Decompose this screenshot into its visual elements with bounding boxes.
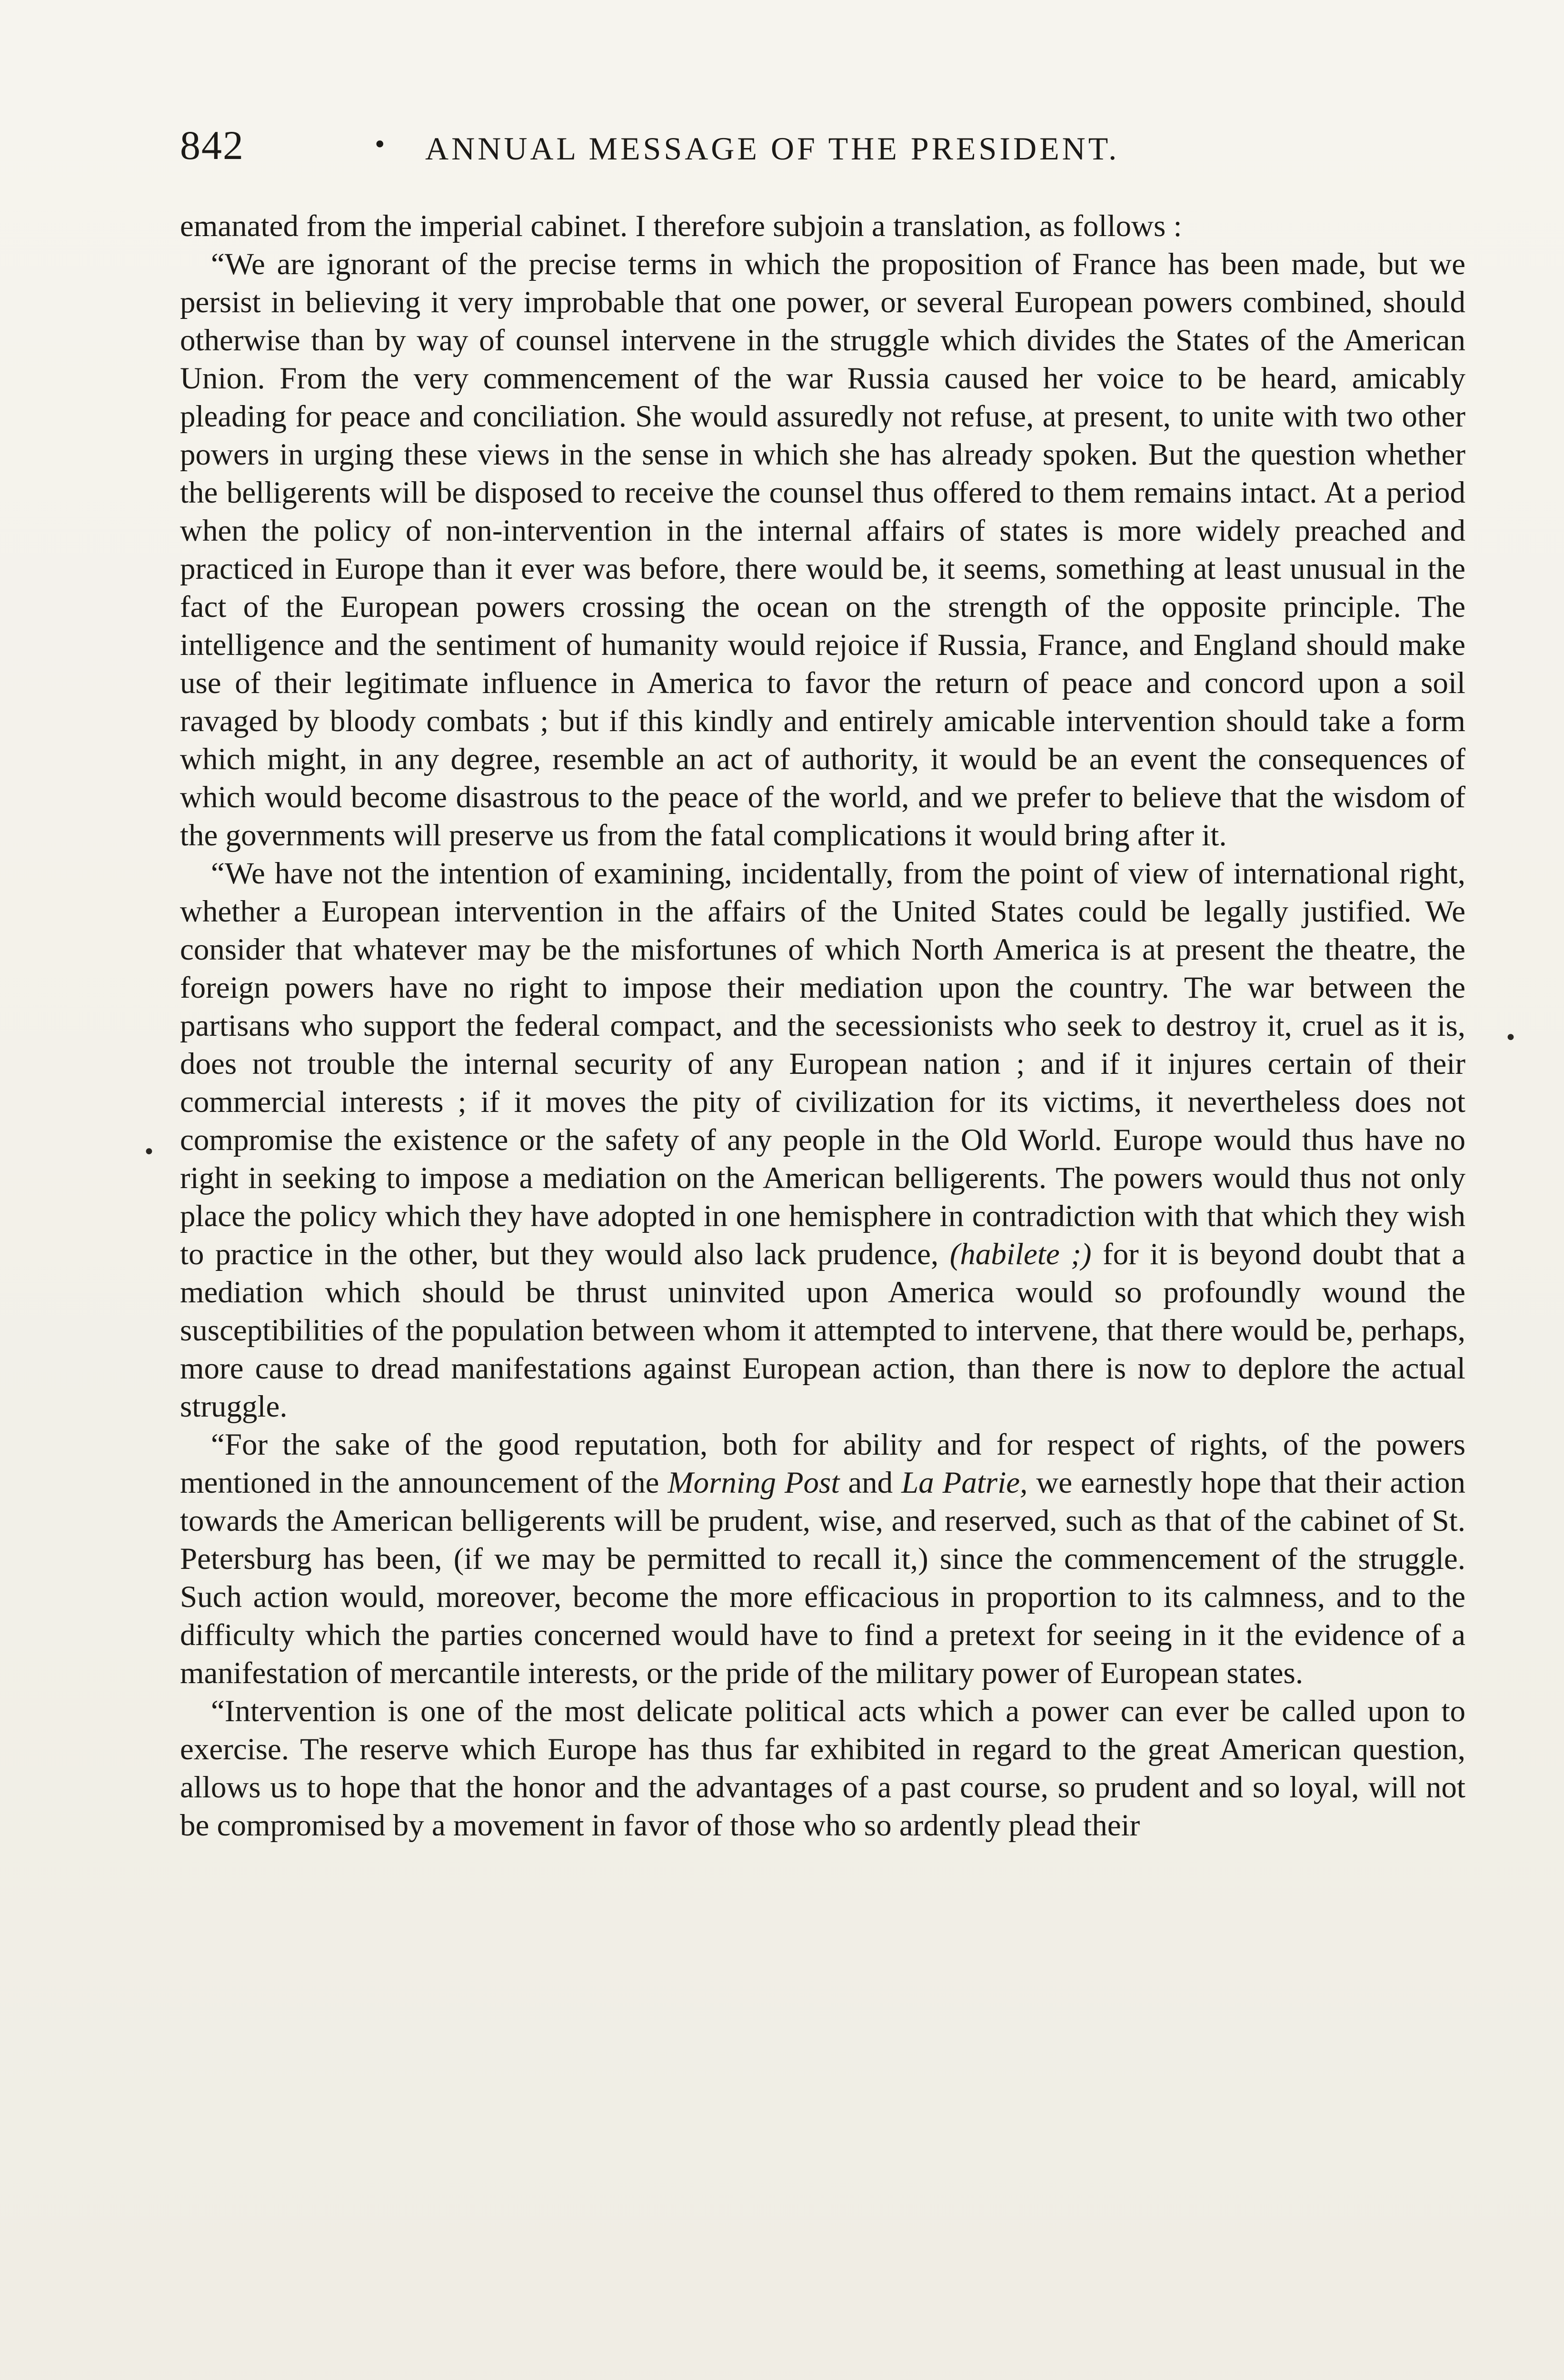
paragraph-4-part-b: we earnestly hope that their action towards the American belligerents will be prudent, wise, and reserved, such as that of the cabinet of St. Petersburg has been, (if we may be permitted to recall it,) since the commencement of the struggle. Such action would, moreover, become the more efficacious in proportion to its calmness, and to the difficulty which the parties concerned would have to find a pretext for seeing in it the evidence of a manifestation of mercantile interests, or the pride of the military power of European states.	[180, 1466, 1466, 1690]
paragraph-2: “We are ignorant of the precise terms in which the proposition of France has been made, but we persist in believing it very improbable that one power, or several European powers combined, should otherwise than by way of counsel intervene in the struggle which divides the States of the American Union. From the very commencement of the war Russia caused her voice to be heard, amicably pleading for peace and conciliation. She would assuredly not refuse, at present, to unite with two other powers in urging these views in the sense in which she has already spoken. But the question whether the belligerents will be disposed to receive the counsel thus offered to them remains intact. At a period when the policy of non-intervention in the internal affairs of states is more widely preached and practiced in Europe than it ever was before, there would be, it seems, something at least unusual in the fact of the European powers crossing the ocean on the strength of the opposite principle. The intelligence and the sentiment of humanity would rejoice if Russia, France, and England should make use of their legitimate influence in America to favor the return of peace and concord upon a soil ravaged by bloody combats ; but if this kindly and entirely amicable intervention should take a form which might, in any degree, resemble an act of authority, it would be an event the consequences of which would become disastrous to the peace of the world, and we prefer to believe that the wisdom of the governments will preserve us from the fatal complications it would bring after it.	[180, 247, 1465, 853]
paragraph-4-part-a: “For the sake of the good reputation, both for ability and for respect of rights, of the powers mentioned in the announcement of the	[180, 1428, 1465, 1500]
paragraph-3-part-b: for it is beyond doubt that a mediation which should be thrust uninvited upon America would so profoundly wound the susceptibilities of the population between whom it attempted to intervene, that there would be, perhaps, more cause to dread manifestations against European action, than there is now to deplore the actual struggle.	[180, 1237, 1465, 1424]
header-ornament: •	[373, 131, 387, 159]
margin-mark-right: •	[1504, 1026, 1517, 1050]
paragraph-3	[180, 854, 1465, 1426]
page-number: 842	[180, 122, 244, 168]
running-head: ANNUAL MESSAGE OF THE PRESIDENT.	[425, 130, 1120, 167]
paragraph-4-morning-post: Morning Post	[667, 1466, 840, 1500]
paragraph-4	[180, 1426, 1465, 1692]
paragraph-1: emanated from the imperial cabinet. I therefore subjoin a translation, as follows :	[180, 209, 1182, 243]
paragraph-3-italic: (habilete ;)	[949, 1237, 1092, 1271]
paragraph-5: “Intervention is one of the most delicate political acts which a power can ever be called upon to exercise. The reserve which Europe has thus far exhibited in regard to the great American question, allows us to hope that the honor and the advantages of a past course, so prudent and so loyal, will not be compromised by a movement in favor of those who so ardently plead their	[180, 1694, 1465, 1843]
margin-mark-left: •	[143, 1140, 155, 1164]
body-text	[180, 207, 1465, 1844]
paragraph-4-and: and	[848, 1466, 893, 1500]
paragraph-3-part-a: “We have not the intention of examining, incidentally, from the point of view of international right, whether a European intervention in the affairs of the United States could be legally justified. We consider that whatever may be the misfortunes of which North America is at present the theatre, the foreign powers have no right to impose their mediation upon the country. The war between the partisans who support the federal compact, and the secessionists who seek to destroy it, cruel as it is, does not trouble the internal security of any European nation ; and if it injures certain of their commercial interests ; if it moves the pity of civilization for its victims, it nevertheless does not compromise the existence or the safety of any people in the Old World. Europe would thus have no right in seeking to impose a mediation on the American belligerents. The powers would thus not only place the policy which they have adopted in one hemisphere in contradiction with that which they wish to practice in the other, but they would also lack prudence,	[180, 856, 1465, 1271]
page-header	[180, 121, 1475, 178]
paragraph-4-la-patrie: La Patrie,	[901, 1466, 1028, 1500]
